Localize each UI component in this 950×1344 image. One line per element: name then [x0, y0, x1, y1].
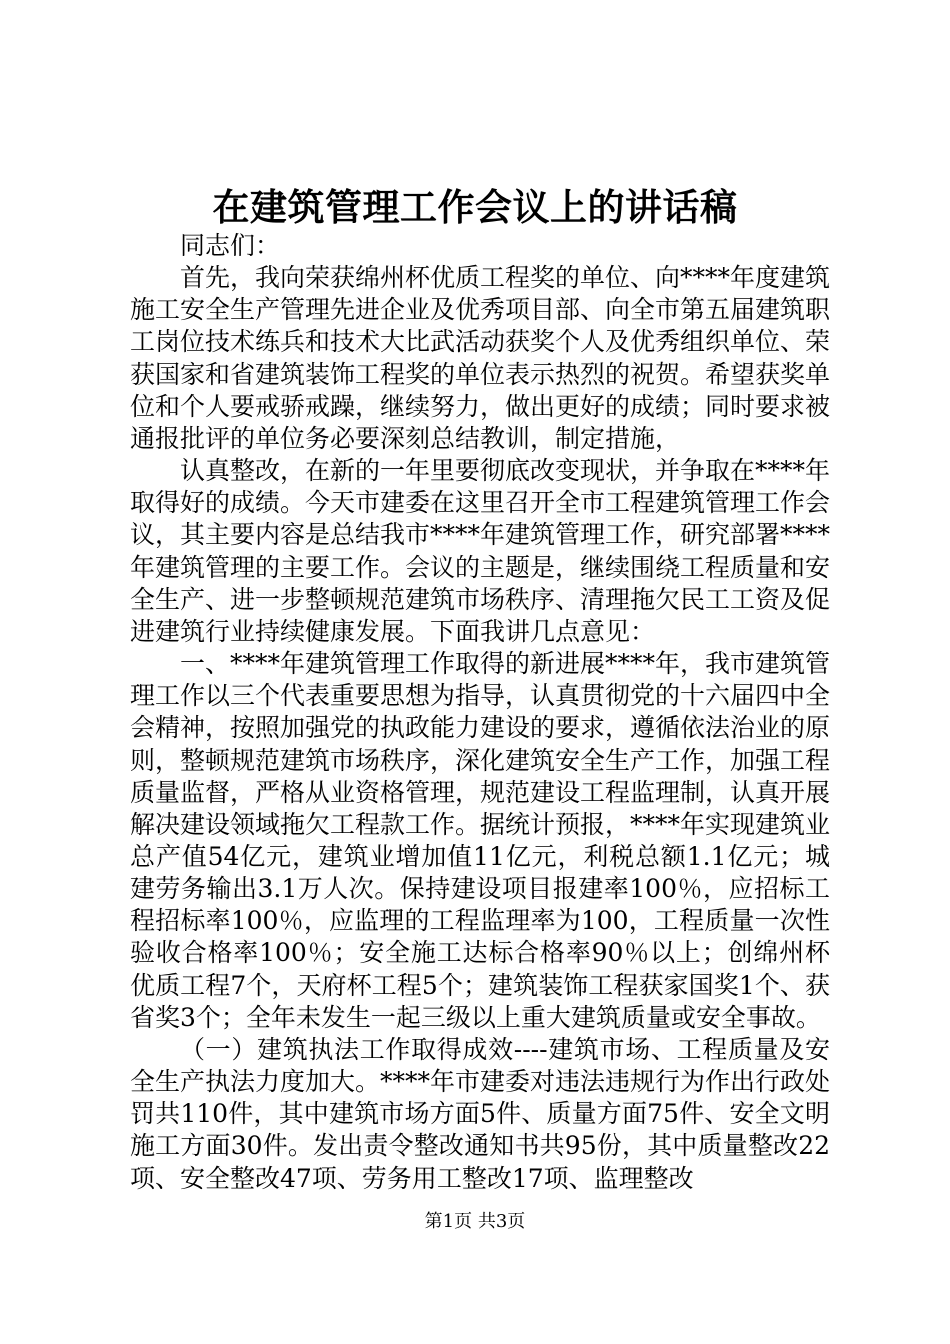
paragraph-enforcement: （一）建筑执法工作取得成效----建筑市场、工程质量及安全生产执法力度加大。****年市建委对违法违规行为作出行政处罚共110件，其中建筑市场方面5件、质量方面75件、安全文明施工方面30件。发出责令整改通知书共95份，其中质量整改22项、安全整改47项、劳务用工整改17项、监理整改: [130, 1034, 831, 1193]
paragraph-meeting-theme: 认真整改，在新的一年里要彻底改变现状，并争取在****年取得好的成绩。今天市建委在这里召开全市工程建筑管理工作会议，其主要内容是总结我市****年建筑管理工作，研究部署****年建筑管理的主要工作。会议的主题是，继续围绕工程质量和安全生产、进一步整顿规范建筑市场秩序、清理拖欠民工工资及促进建筑行业持续健康发展。下面我讲几点意见：: [130, 456, 831, 646]
salutation: 同志们：: [180, 231, 281, 260]
document-title: 在建筑管理工作会议上的讲话稿: [212, 185, 738, 229]
paragraph-congratulations: 首先，我向荣获绵州杯优质工程奖的单位、向****年度建筑施工安全生产管理先进企业及优秀项目部、向全市第五届建筑职工岗位技术练兵和技术大比武活动获奖个人及优秀组织单位、荣获国家和省建筑装饰工程奖的单位表示热烈的祝贺。希望获奖单位和个人要戒骄戒躁，继续努力，做出更好的成绩；同时要求被通报批评的单位务必要深刻总结教训，制定措施，: [130, 263, 831, 453]
page-number-footer: 第1页 共3页: [424, 1211, 526, 1232]
paragraph-progress: 一、****年建筑管理工作取得的新进展****年，我市建筑管理工作以三个代表重要思想为指导，认真贯彻党的十六届四中全会精神，按照加强党的执政能力建设的要求，遵循依法治业的原则，整顿规范建筑市场秩序，深化建筑安全生产工作，加强工程质量监督，严格从业资格管理，规范建设工程监理制，认真开展解决建设领域拖欠工程款工作。据统计预报，****年实现建筑业总产值54亿元，建筑业增加值11亿元，利税总额1.1亿元；城建劳务输出3.1万人次。保持建设项目报建率100％，应招标工程招标率100％，应监理的工程监理率为100，工程质量一次性验收合格率100％；安全施工达标合格率90％以上；创绵州杯优质工程7个，天府杯工程5个；建筑装饰工程获家国奖1个、获省奖3个；全年未发生一起三级以上重大建筑质量或安全事故。: [130, 649, 831, 1032]
document-body: [130, 230, 830, 1195]
